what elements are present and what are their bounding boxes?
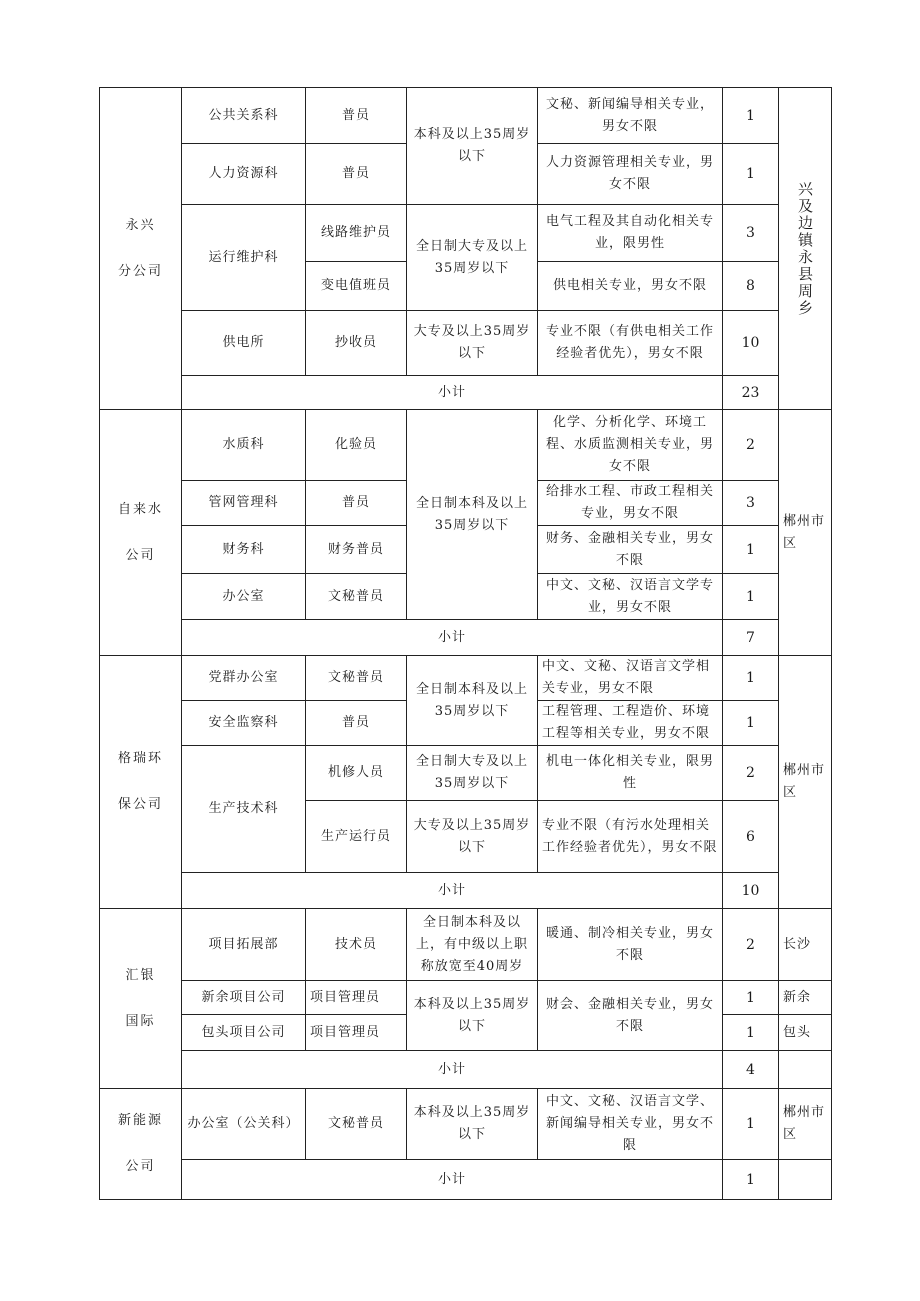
location-cell: 包头 (779, 1015, 832, 1051)
position-cell: 项目管理员 (306, 1015, 407, 1051)
department-cell: 人力资源科 (182, 144, 306, 205)
requirements-cell: 电气工程及其自动化相关专业，限男性 (538, 205, 723, 262)
location-cell (779, 88, 832, 410)
subtotal-label: 小计 (182, 620, 723, 656)
position-cell: 文秘普员 (306, 656, 407, 701)
location-text: 兴及边镇永县周乡 (796, 180, 814, 317)
position-cell: 机修人员 (306, 746, 407, 801)
table-row (100, 311, 832, 376)
condition-cell: 本科及以上35周岁以下 (407, 88, 538, 205)
position-cell: 变电值班员 (306, 262, 407, 311)
count-cell: 1 (723, 88, 779, 144)
subtotal-value: 1 (723, 1160, 779, 1200)
subtotal-row (100, 376, 832, 410)
subtotal-row (100, 873, 832, 909)
company-cell (100, 88, 182, 410)
department-cell: 包头项目公司 (182, 1015, 306, 1051)
requirements-cell: 化学、分析化学、环境工程、水质监测相关专业，男女不限 (538, 410, 723, 481)
requirements-cell: 专业不限（有污水处理相关工作经验者优先），男女不限 (538, 801, 723, 873)
department-cell: 管网管理科 (182, 481, 306, 526)
subtotal-row (100, 1051, 832, 1089)
subtotal-value: 7 (723, 620, 779, 656)
subtotal-row (100, 1160, 832, 1200)
department-cell: 财务科 (182, 526, 306, 574)
location-cell: 郴州市区 (779, 1089, 832, 1160)
department-cell: 办公室 (182, 574, 306, 620)
count-cell: 3 (723, 205, 779, 262)
position-cell: 生产运行员 (306, 801, 407, 873)
count-cell: 1 (723, 981, 779, 1015)
subtotal-value: 23 (723, 376, 779, 410)
position-cell: 抄收员 (306, 311, 407, 376)
position-cell: 文秘普员 (306, 574, 407, 620)
requirements-cell: 中文、文秘、汉语言文学专业，男女不限 (538, 574, 723, 620)
condition-cell: 大专及以上35周岁以下 (407, 801, 538, 873)
count-cell: 1 (723, 144, 779, 205)
count-cell: 1 (723, 701, 779, 746)
company-name-line: 永兴 (125, 217, 156, 233)
requirements-cell: 供电相关专业，男女不限 (538, 262, 723, 311)
position-cell: 财务普员 (306, 526, 407, 574)
table-row (100, 656, 832, 701)
table-row (100, 205, 832, 262)
subtotal-value: 10 (723, 873, 779, 909)
subtotal-label: 小计 (182, 376, 723, 410)
empty-location-cell (779, 1051, 832, 1089)
position-cell: 文秘普员 (306, 1089, 407, 1160)
count-cell: 1 (723, 1015, 779, 1051)
requirements-cell: 财会、金融相关专业，男女不限 (538, 981, 723, 1051)
requirements-cell: 工程管理、工程造价、环境工程等相关专业，男女不限 (538, 701, 723, 746)
company-cell (100, 1089, 182, 1200)
subtotal-label: 小计 (182, 873, 723, 909)
department-cell: 生产技术科 (182, 746, 306, 873)
position-cell: 普员 (306, 88, 407, 144)
requirements-cell: 中文、文秘、汉语言文学相关专业，男女不限 (538, 656, 723, 701)
count-cell: 6 (723, 801, 779, 873)
department-cell: 安全监察科 (182, 701, 306, 746)
location-cell: 新余 (779, 981, 832, 1015)
condition-cell: 本科及以上35周岁以下 (407, 981, 538, 1051)
count-cell: 8 (723, 262, 779, 311)
count-cell: 2 (723, 909, 779, 981)
department-cell: 公共关系科 (182, 88, 306, 144)
subtotal-row (100, 620, 832, 656)
count-cell: 10 (723, 311, 779, 376)
recruitment-table (99, 87, 832, 1200)
company-cell (100, 410, 182, 656)
requirements-cell: 给排水工程、市政工程相关专业，男女不限 (538, 481, 723, 526)
requirements-cell: 暖通、制冷相关专业，男女不限 (538, 909, 723, 981)
table-row (100, 981, 832, 1015)
department-cell: 项目拓展部 (182, 909, 306, 981)
company-cell (100, 656, 182, 909)
requirements-cell: 专业不限（有供电相关工作经验者优先），男女不限 (538, 311, 723, 376)
condition-cell: 本科及以上35周岁以下 (407, 1089, 538, 1160)
condition-cell: 大专及以上35周岁以下 (407, 311, 538, 376)
requirements-cell: 人力资源管理相关专业，男女不限 (538, 144, 723, 205)
condition-cell: 全日制本科及以上35周岁以下 (407, 410, 538, 620)
company-name-line: 分公司 (117, 263, 163, 279)
requirements-cell: 文秘、新闻编导相关专业，男女不限 (538, 88, 723, 144)
location-cell: 长沙 (779, 909, 832, 981)
company-name-line: 新能源 (117, 1113, 163, 1128)
company-name-line: 国际 (125, 1013, 156, 1029)
company-name-line: 公司 (125, 1159, 156, 1174)
company-name-line: 保公司 (117, 797, 163, 812)
location-cell: 郴州市区 (779, 410, 832, 656)
recruitment-table-document (99, 87, 832, 1200)
count-cell: 3 (723, 481, 779, 526)
requirements-cell: 中文、文秘、汉语言文学、新闻编导相关专业，男女不限 (538, 1089, 723, 1160)
department-cell: 供电所 (182, 311, 306, 376)
condition-cell: 全日制本科及以上，有中级以上职称放宽至40周岁 (407, 909, 538, 981)
company-cell (100, 909, 182, 1089)
position-cell: 化验员 (306, 410, 407, 481)
company-name-line: 自来水 (117, 501, 163, 517)
position-cell: 普员 (306, 144, 407, 205)
department-cell: 运行维护科 (182, 205, 306, 311)
requirements-cell: 财务、金融相关专业，男女不限 (538, 526, 723, 574)
count-cell: 1 (723, 574, 779, 620)
company-name-line: 汇银 (125, 967, 156, 983)
empty-location-cell (779, 1160, 832, 1200)
count-cell: 1 (723, 526, 779, 574)
subtotal-label: 小计 (182, 1051, 723, 1089)
department-cell: 党群办公室 (182, 656, 306, 701)
condition-cell: 全日制大专及以上35周岁以下 (407, 205, 538, 311)
table-row (100, 410, 832, 481)
condition-cell: 全日制本科及以上35周岁以下 (407, 656, 538, 746)
subtotal-value: 4 (723, 1051, 779, 1089)
table-row (100, 88, 832, 144)
position-cell: 项目管理员 (306, 981, 407, 1015)
count-cell: 2 (723, 746, 779, 801)
company-name-line: 格瑞环 (117, 751, 163, 766)
company-name-line: 公司 (125, 547, 156, 563)
count-cell: 2 (723, 410, 779, 481)
table-row (100, 746, 832, 801)
count-cell: 1 (723, 1089, 779, 1160)
table-row (100, 1089, 832, 1160)
position-cell: 技术员 (306, 909, 407, 981)
count-cell: 1 (723, 656, 779, 701)
department-cell: 新余项目公司 (182, 981, 306, 1015)
position-cell: 普员 (306, 701, 407, 746)
department-cell: 办公室（公关科） (182, 1089, 306, 1160)
position-cell: 线路维护员 (306, 205, 407, 262)
department-cell: 水质科 (182, 410, 306, 481)
table-row (100, 909, 832, 981)
requirements-cell: 机电一体化相关专业，限男性 (538, 746, 723, 801)
location-cell: 郴州市区 (779, 656, 832, 909)
subtotal-label: 小计 (182, 1160, 723, 1200)
condition-cell: 全日制大专及以上35周岁以下 (407, 746, 538, 801)
position-cell: 普员 (306, 481, 407, 526)
